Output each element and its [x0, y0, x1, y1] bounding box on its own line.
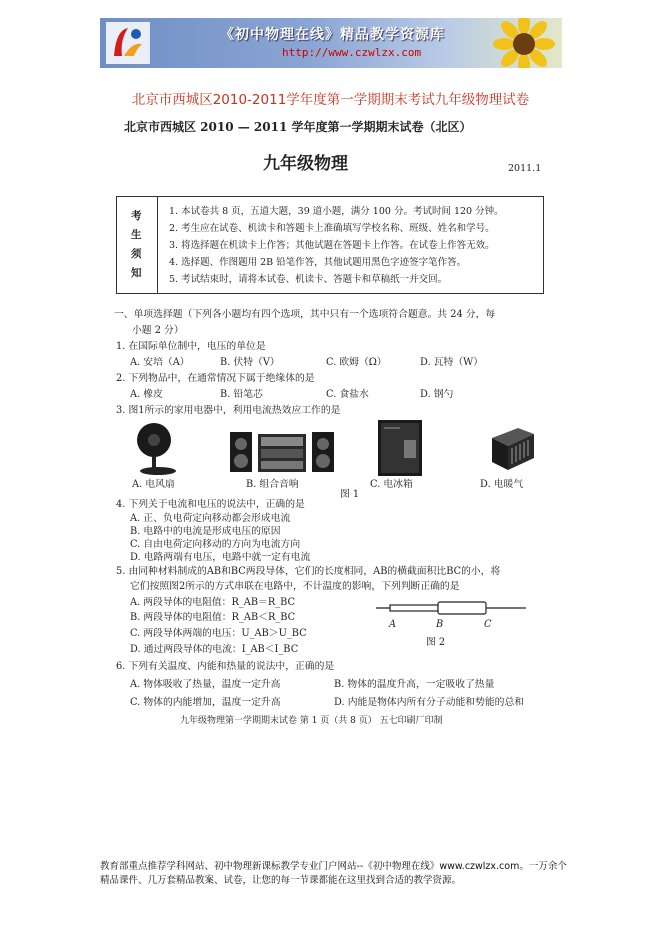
notes-line: 3. 将选择题在机读卡上作答；其他试题在答题卡上作答。在试卷上作答无效。: [169, 240, 495, 251]
question-3-stem: 3. 图1所示的家用电器中，利用电流热效应工作的是: [116, 405, 341, 416]
section-1-heading: 一、单项选择题（下列各小题均有四个选项，其中只有一个选项符合题意。共 24 分，每: [114, 309, 496, 320]
question-6-option-d: D. 内能是物体内所有分子动能和势能的总和: [334, 697, 525, 708]
question-5-stem: 5. 由同种材料制成的AB和BC两段导体，它们的长度相同，AB的横截面积比BC的小，将: [116, 566, 501, 577]
question-6-option-a: A. 物体吸收了热量，温度一定升高: [130, 679, 281, 690]
figure-1-caption: 图 1: [340, 489, 360, 500]
question-3-option-d: D. 电暖气: [480, 479, 524, 490]
electric-fan-icon: [128, 420, 188, 476]
question-2-option-c: C. 食盐水: [326, 389, 369, 400]
question-4-option-a: A. 正、负电荷定向移动都会形成电流: [130, 513, 291, 524]
question-5-option-a: A. 两段导体的电阻值：R_AB＝R_BC: [130, 597, 295, 608]
question-1-option-d: D. 瓦特（W）: [420, 357, 483, 368]
notes-line: 5. 考试结束时，请将本试卷、机读卡、答题卡和草稿纸一并交回。: [169, 274, 448, 285]
exam-header: 北京市西城区 2010 — 2011 学年度第一学期期末试卷（北区）: [124, 120, 472, 134]
figure-2-label-a: A: [389, 619, 397, 630]
question-4-option-d: D. 电路两端有电压，电路中就一定有电流: [130, 552, 311, 563]
question-1-option-a: A. 安培（A）: [130, 357, 190, 368]
question-6-option-b: B. 物体的温度升高，一定吸收了热量: [334, 679, 495, 690]
question-4-option-c: C. 自由电荷定向移动的方向为电流方向: [130, 539, 301, 550]
exam-date: 2011.1: [508, 163, 542, 174]
banner-title: 《初中物理在线》精品教学资源库: [220, 27, 445, 43]
question-5-stem-cont: 它们按照图2所示的方式串联在电路中，不计温度的影响，下列判断正确的是: [130, 581, 460, 592]
question-4-stem: 4. 下列关于电流和电压的说法中，正确的是: [116, 499, 305, 510]
notes-line: 4. 选择题、作图题用 2B 铅笔作答，其他试题用黑色字迹签字笔作答。: [169, 257, 467, 268]
question-2-option-a: A. 橡皮: [130, 389, 163, 400]
question-3-option-b: B. 组合音响: [246, 479, 299, 490]
notes-side-char: 知: [131, 267, 142, 279]
figure-2-caption: 图 2: [426, 637, 446, 648]
notes-side-label: [117, 197, 158, 293]
electric-heater-icon: [488, 424, 538, 474]
conductor-ab-bc-diagram: [376, 600, 526, 622]
site-banner: [100, 18, 562, 68]
notes-side-char: 考: [131, 210, 142, 222]
exam-page-scan: [108, 116, 558, 726]
question-5-option-c: C. 两段导体两端的电压：U_AB＞U_BC: [130, 628, 307, 639]
candidate-notes-box: [116, 196, 544, 294]
question-2-stem: 2. 下列物品中，在通常情况下属于绝缘体的是: [116, 373, 315, 384]
exam-subject: 九年级物理: [263, 154, 348, 174]
banner-url[interactable]: http://www.czwlzx.com: [282, 46, 422, 59]
notes-side-char: 须: [131, 248, 142, 260]
notes-line: 1. 本试卷共 8 页，五道大题，39 道小题，满分 100 分。考试时间 120 分钟。: [169, 206, 504, 217]
question-5-option-d: D. 通过两段导体的电流：I_AB＜I_BC: [130, 644, 299, 655]
exam-page-footer: 九年级物理第一学期期末试卷 第 1 页（共 8 页） 五七印刷厂印制: [180, 716, 443, 726]
question-1-option-c: C. 欧姆（Ω）: [326, 357, 387, 368]
question-1-stem: 1. 在国际单位制中，电压的单位是: [116, 341, 266, 352]
question-6-stem: 6. 下列有关温度、内能和热量的说法中，正确的是: [116, 661, 335, 672]
notes-line: 2. 考生应在试卷、机读卡和答题卡上准确填写学校名称、班级、姓名和学号。: [169, 223, 495, 234]
question-6-option-c: C. 物体的内能增加，温度一定升高: [130, 697, 281, 708]
figure-2-label-b: B: [436, 619, 444, 630]
section-1-heading-cont: 小题 2 分）: [132, 325, 184, 336]
question-2-option-b: B. 铅笔芯: [220, 389, 263, 400]
stereo-system-icon: [228, 428, 338, 476]
question-3-option-c: C. 电冰箱: [370, 479, 413, 490]
question-2-option-d: D. 钢勺: [420, 389, 454, 400]
question-4-option-b: B. 电路中的电流是形成电压的原因: [130, 526, 281, 537]
figure-2-label-c: C: [484, 619, 492, 630]
sunflower-icon: [480, 18, 560, 68]
site-promo-note: 教育部重点推荐学科网站、初中物理新课标教学专业门户网站--《初中物理在线》www.czwlzx.com。一万余个精品课件、几万套精品教案、试卷，让您的每一节课都能在这里找到合适的教学资源。: [100, 861, 567, 887]
site-logo-icon: [106, 22, 150, 64]
refrigerator-icon: [376, 418, 426, 478]
question-1-option-b: B. 伏特（V）: [220, 357, 280, 368]
question-3-option-a: A. 电风扇: [132, 479, 175, 490]
notes-side-char: 生: [131, 229, 142, 241]
document-title: 北京市西城区2010-2011学年度第一学期期末考试九年级物理试卷: [131, 92, 530, 108]
question-5-option-b: B. 两段导体的电阻值：R_AB＜R_BC: [130, 612, 296, 623]
